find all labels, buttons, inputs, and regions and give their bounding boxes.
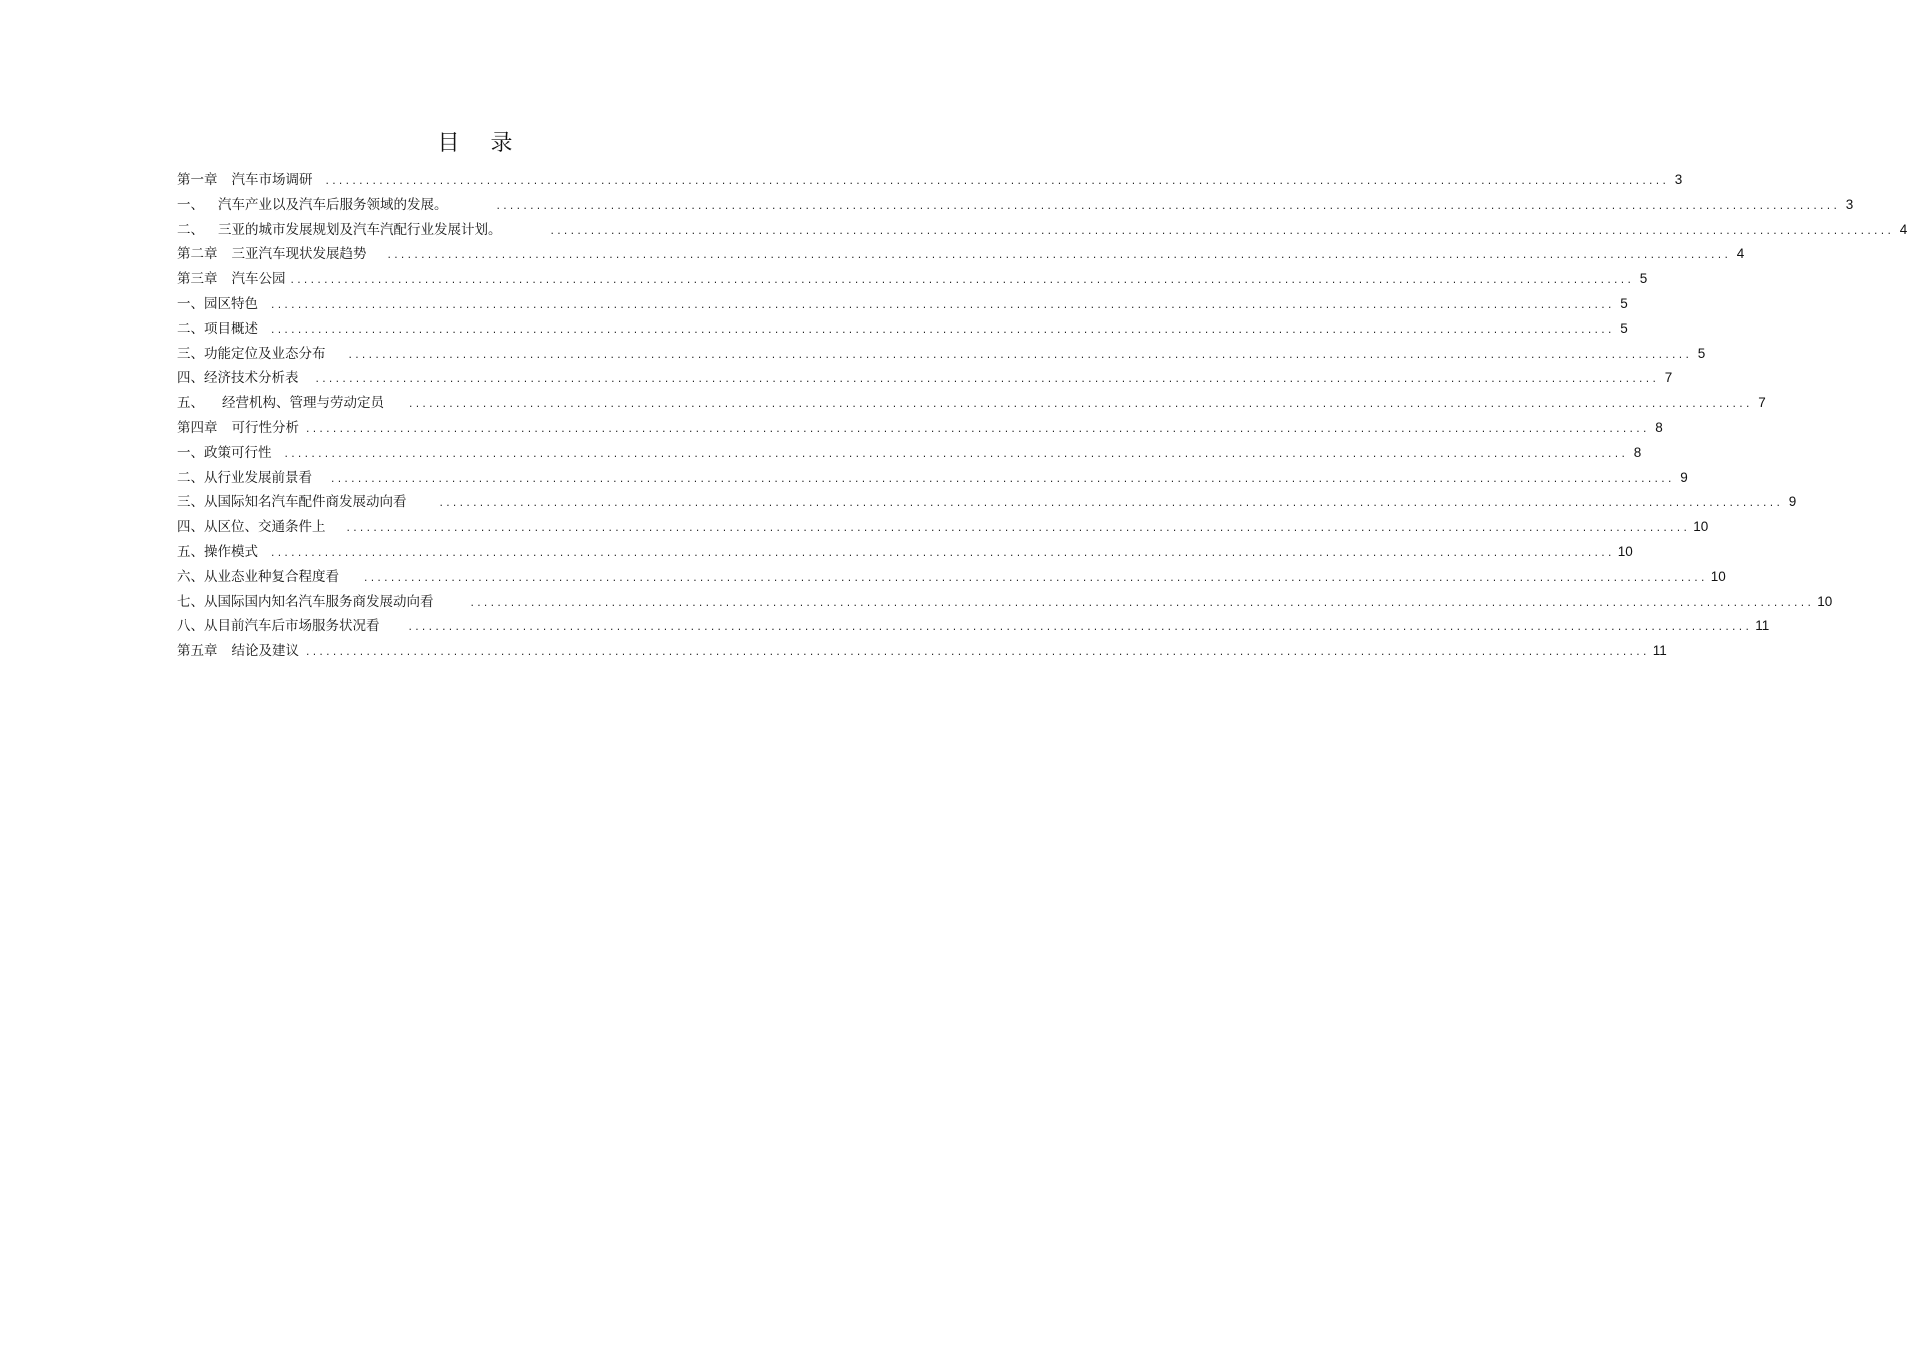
table-of-contents (177, 168, 1907, 664)
toc-entry-text: 从业态业种复合程度看 (204, 568, 339, 585)
toc-entry-label (177, 317, 258, 337)
toc-entry[interactable] (177, 565, 1726, 590)
toc-entry-page-number: 3 (1674, 172, 1683, 187)
toc-entry-text: 政策可行性 (204, 444, 272, 461)
toc-entry-text: 三亚的城市发展规划及汽车汽配行业发展计划。 (218, 221, 502, 238)
toc-entry-leader: ........................................................................................................................................................................................................ (305, 648, 1649, 659)
toc-entry-page-number: 5 (1639, 271, 1648, 287)
toc-title: 目 录 (437, 131, 525, 156)
toc-entry-label (177, 168, 313, 188)
toc-entry-label (177, 466, 312, 486)
toc-entry[interactable] (177, 317, 1628, 342)
toc-entry-marker: 二、 (177, 469, 204, 486)
toc-entry-marker: 一、 (177, 295, 204, 312)
toc-entry-label (177, 218, 502, 238)
toc-entry-text: 从国际知名汽车配件商发展动向看 (204, 494, 407, 511)
toc-entry-leader: ........................................................................................................................................................................................................ (270, 548, 1614, 559)
toc-entry-text: 汽车公园 (231, 271, 286, 288)
toc-entry-page-number: 3 (1845, 196, 1854, 212)
toc-entry-text: 从目前汽车后市场服务状况看 (204, 618, 380, 635)
toc-entry-marker: 八、 (177, 618, 204, 635)
toc-entry-label (177, 490, 407, 510)
toc-entry-page-number: 9 (1680, 469, 1688, 485)
toc-entry[interactable] (177, 490, 1797, 515)
toc-entry[interactable] (177, 168, 1683, 193)
toc-entry-leader: ........................................................................................................................................................................................................ (438, 499, 1783, 510)
toc-entry[interactable] (177, 391, 1766, 416)
toc-entry[interactable] (177, 193, 1854, 218)
toc-entry[interactable] (177, 540, 1633, 565)
toc-entry-page-number: 8 (1633, 444, 1642, 460)
toc-entry-leader: ........................................................................................................................................................................................................ (345, 524, 1690, 535)
toc-entry-text: 经营机构、管理与劳动定员 (222, 395, 384, 412)
toc-entry-label (177, 416, 299, 436)
toc-entry-marker: 一、 (177, 444, 204, 461)
toc-entry-page-number: 5 (1697, 345, 1706, 361)
toc-entry-marker: 五、 (177, 395, 204, 412)
toc-entry-label (177, 441, 272, 461)
toc-entry-label (177, 515, 326, 535)
toc-entry[interactable] (177, 292, 1628, 317)
toc-entry-leader: ........................................................................................................................................................................................................ (305, 424, 1649, 435)
toc-entry-page-number: 5 (1620, 295, 1628, 311)
toc-entry-label (177, 366, 299, 386)
toc-entry-text: 经济技术分析表 (204, 370, 299, 387)
toc-entry-leader: ........................................................................................................................................................................................................ (283, 449, 1628, 460)
toc-entry-leader: ........................................................................................................................................................................................................ (270, 300, 1614, 311)
toc-entry[interactable] (177, 267, 1648, 292)
toc-entry-marker: 六、 (177, 568, 204, 585)
toc-entry-page-number: 7 (1664, 370, 1673, 386)
toc-entry-page-number: 11 (1755, 618, 1770, 634)
toc-entry-page-number: 10 (1693, 519, 1709, 535)
toc-entry-marker: 二、 (177, 221, 204, 238)
toc-entry-marker: 第一章 (177, 172, 218, 188)
toc-entry-label (177, 590, 434, 610)
toc-entry-page-number: 10 (1710, 568, 1726, 584)
toc-entry-marker: 第四章 (177, 419, 218, 436)
toc-entry-label (177, 267, 286, 287)
toc-entry-leader: ........................................................................................................................................................................................................ (330, 474, 1674, 485)
toc-entry-page-number: 10 (1617, 543, 1633, 559)
toc-entry-leader: ........................................................................................................................................................................................................ (549, 226, 1894, 237)
toc-entry-marker: 五、 (177, 543, 204, 560)
toc-entry[interactable] (177, 515, 1709, 540)
toc-entry-text: 汽车产业以及汽车后服务领域的发展。 (218, 196, 448, 213)
toc-entry[interactable] (177, 614, 1770, 639)
toc-entry-leader: ........................................................................................................................................................................................................ (407, 623, 1752, 634)
toc-entry-label (177, 342, 326, 362)
toc-entry-text: 操作模式 (204, 543, 258, 560)
toc-entry-label (177, 391, 384, 411)
toc-entry-marker: 第三章 (177, 271, 218, 288)
toc-entry-label (177, 614, 380, 634)
toc-entry-leader: ........................................................................................................................................................................................................ (495, 201, 1840, 212)
toc-entry[interactable] (177, 242, 1745, 267)
toc-entry-label (177, 565, 339, 585)
toc-entry-text: 三亚汽车现状发展趋势 (231, 246, 367, 263)
toc-entry-marker: 三、 (177, 494, 204, 511)
toc-entry-page-number: 11 (1652, 643, 1667, 659)
toc-entry-label (177, 193, 448, 213)
toc-entry-page-number: 9 (1788, 494, 1797, 510)
toc-entry-text: 结论及建议 (231, 643, 299, 660)
toc-entry-page-number: 7 (1758, 395, 1766, 411)
toc-entry-page-number: 5 (1620, 320, 1628, 336)
toc-entry-leader: ........................................................................................................................................................................................................ (469, 598, 1814, 609)
toc-entry-leader: ........................................................................................................................................................................................................ (270, 325, 1614, 336)
toc-entry-marker: 二、 (177, 320, 204, 337)
toc-entry-page-number: 4 (1899, 221, 1907, 237)
toc-entry[interactable] (177, 366, 1673, 391)
toc-entry-label (177, 639, 299, 659)
toc-entry-marker: 七、 (177, 593, 204, 610)
toc-entry-page-number: 4 (1736, 246, 1745, 262)
toc-entry-text: 可行性分析 (231, 419, 299, 436)
toc-entry-leader: ........................................................................................................................................................................................................ (347, 350, 1692, 361)
toc-entry-text: 功能定位及业态分布 (204, 345, 326, 362)
toc-entry[interactable] (177, 342, 1706, 367)
toc-entry[interactable] (177, 441, 1642, 466)
toc-entry-text: 汽车市场调研 (231, 172, 313, 188)
toc-entry-leader: ........................................................................................................................................................................................................ (324, 177, 1669, 187)
toc-entry-marker: 四、 (177, 519, 204, 536)
toc-entry-text: 项目概述 (204, 320, 258, 337)
toc-entry-marker: 三、 (177, 345, 204, 362)
toc-entry-label (177, 242, 367, 262)
toc-entry[interactable] (177, 639, 1667, 664)
toc-entry-label (177, 540, 258, 560)
toc-entry-page-number: 8 (1655, 419, 1663, 435)
toc-entry[interactable] (177, 466, 1688, 491)
toc-entry-page-number: 10 (1817, 593, 1833, 609)
toc-entry-marker: 第二章 (177, 246, 218, 263)
toc-entry-leader: ........................................................................................................................................................................................................ (386, 251, 1731, 262)
toc-entry[interactable] (177, 416, 1663, 441)
toc-entry-text: 从区位、交通条件上 (204, 519, 326, 536)
toc-entry-leader: ........................................................................................................................................................................................................ (408, 400, 1752, 411)
toc-entry-leader: ........................................................................................................................................................................................................ (363, 573, 1707, 584)
toc-entry-label (177, 292, 258, 312)
toc-entry-marker: 一、 (177, 196, 204, 213)
toc-entry-leader: ........................................................................................................................................................................................................ (314, 375, 1659, 386)
toc-entry[interactable] (177, 590, 1833, 615)
toc-entry-marker: 四、 (177, 370, 204, 387)
toc-entry-text: 从行业发展前景看 (204, 469, 312, 486)
toc-entry-text: 园区特色 (204, 295, 258, 312)
toc-entry[interactable] (177, 218, 1907, 243)
toc-entry-leader: ........................................................................................................................................................................................................ (289, 276, 1634, 287)
toc-entry-text: 从国际国内知名汽车服务商发展动向看 (204, 593, 434, 610)
toc-entry-marker: 第五章 (177, 643, 218, 660)
